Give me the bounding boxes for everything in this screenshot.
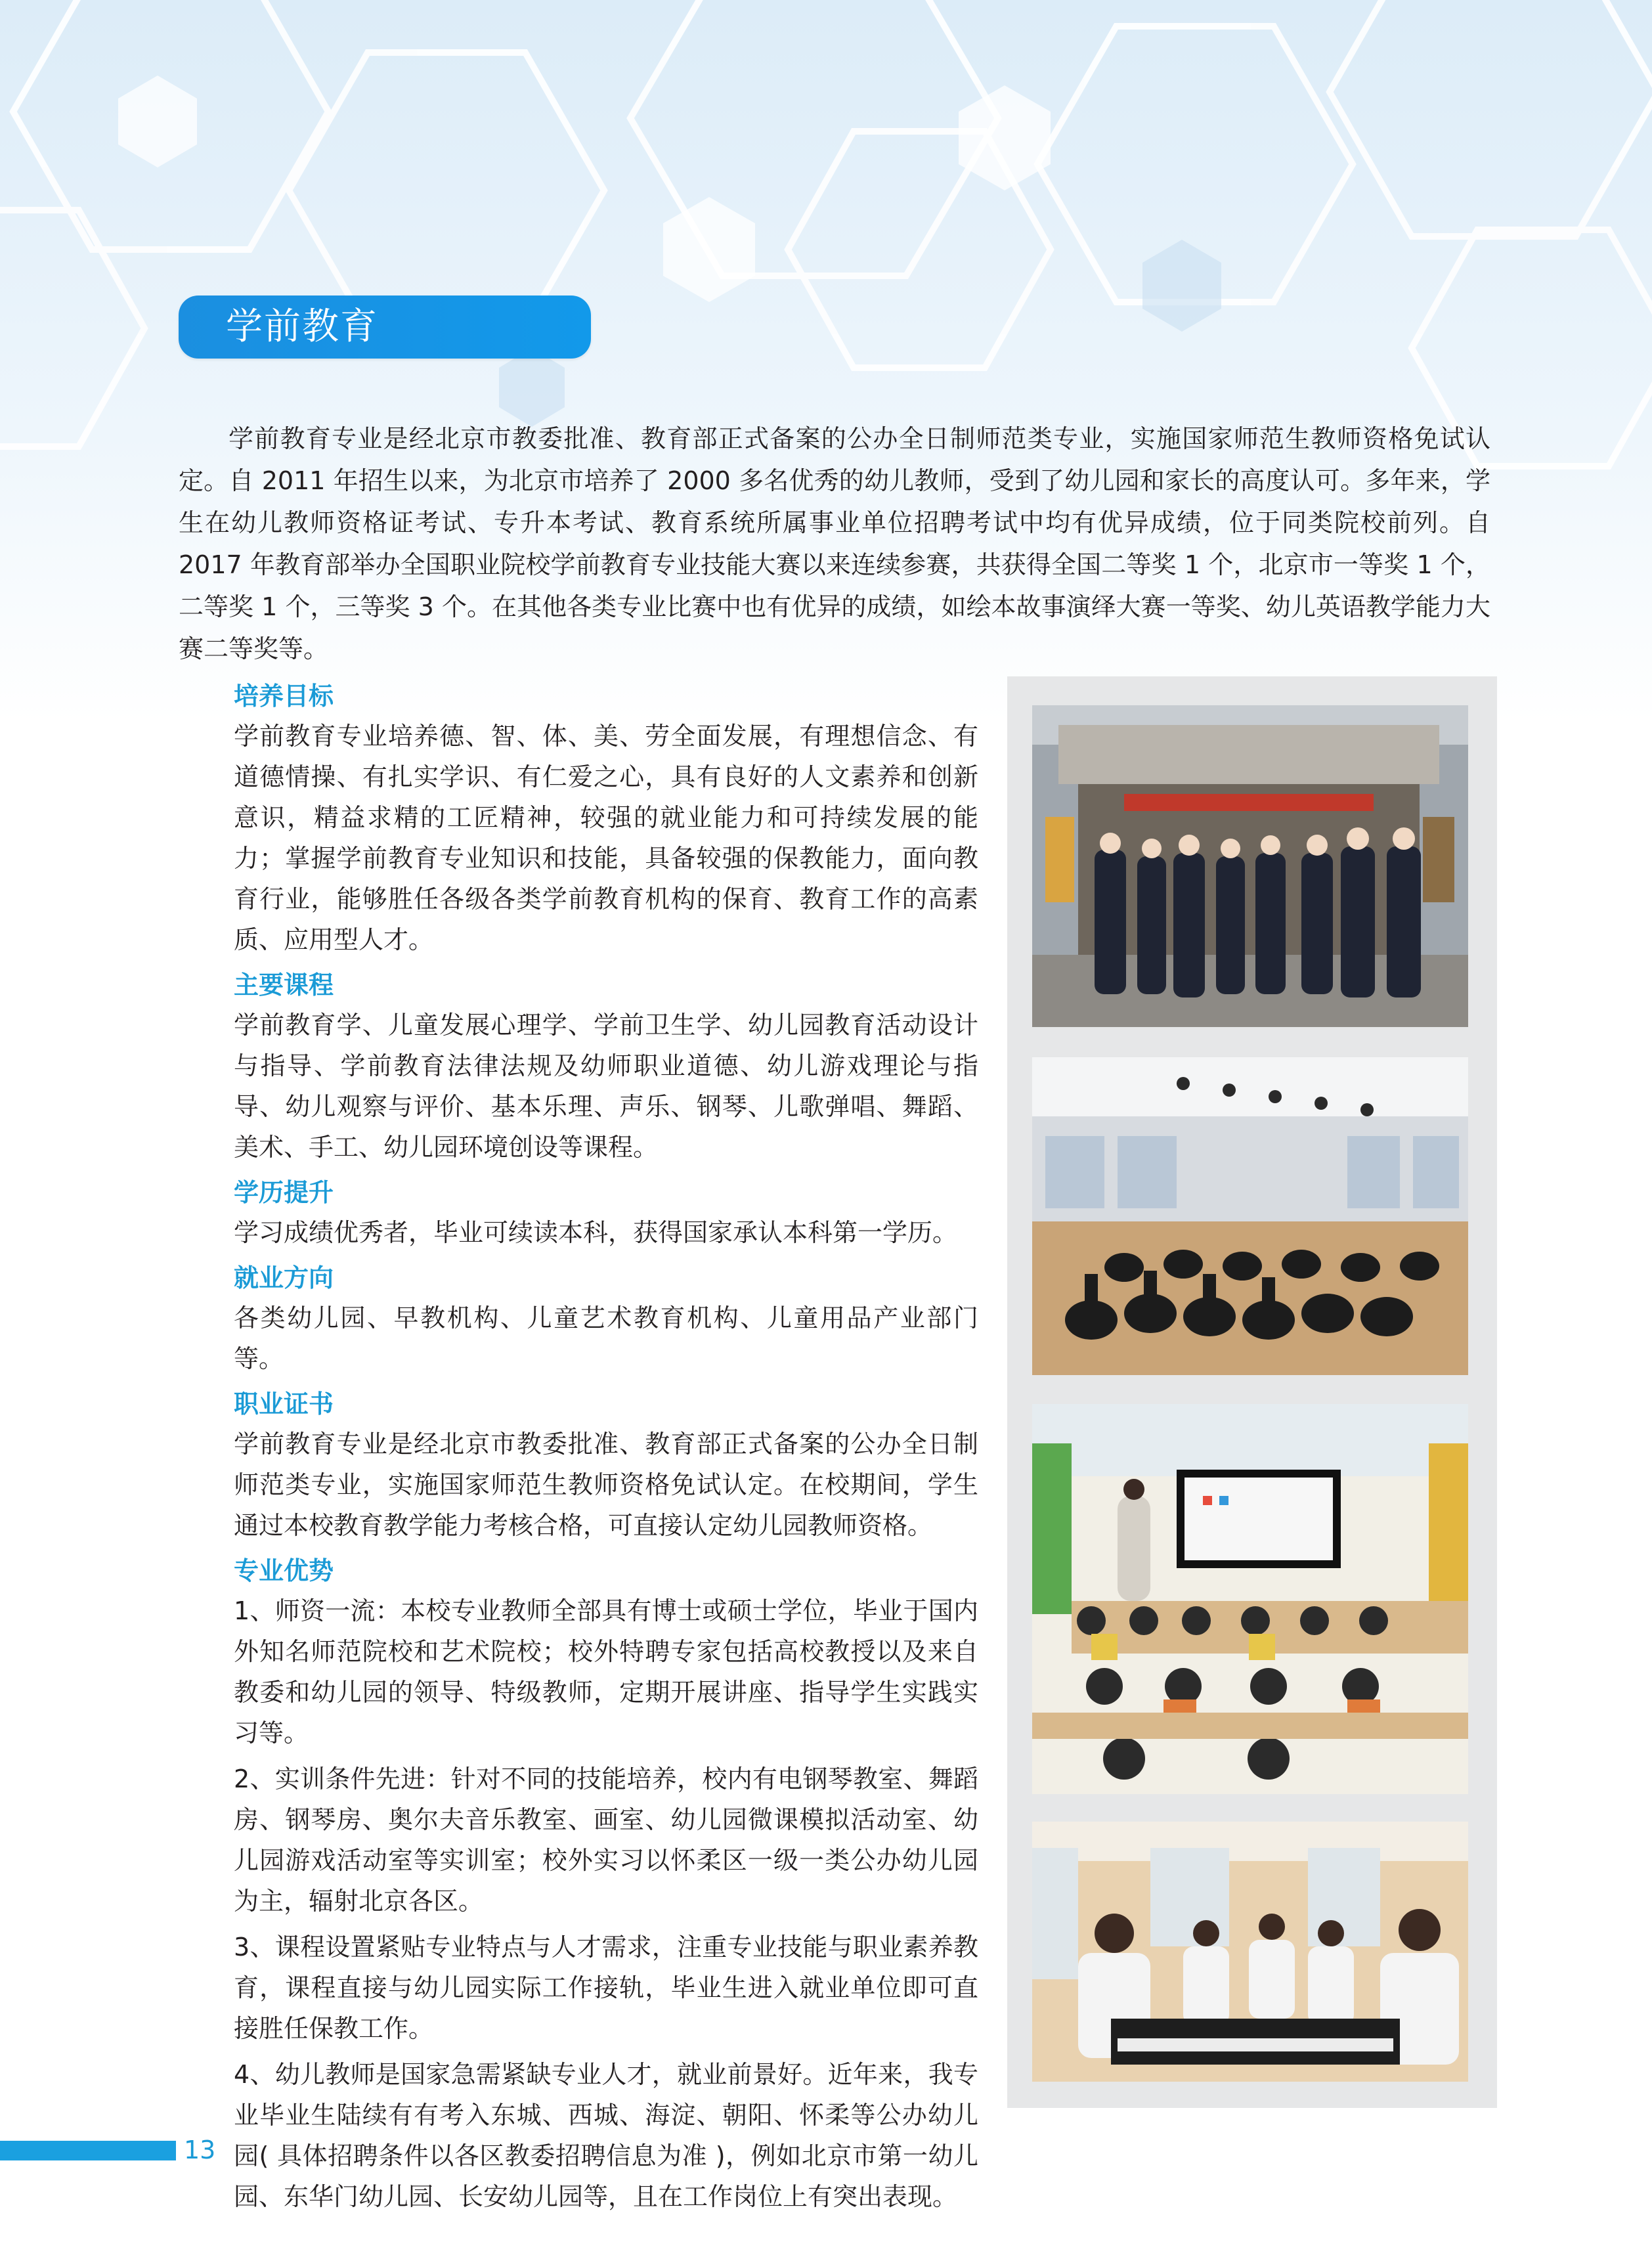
intro-paragraph: 学前教育专业是经北京市教委批准、教育部正式备案的公办全日制师范类专业，实施国家师范生教师资格免试认定。自 2011 年招生以来，为北京市培养了 2000 多名优秀的幼儿教师，受到了幼儿园和家长的高度认可。多年来，学生在幼儿教师资格证考试、专升本考试、教育系统所属事业单位招聘考试中均有优异成绩，位于同类院校前列。自 2017 年教育部举办全国职业院校学前教育专业技能大赛以来连续参赛，共获得全国二等奖 1 个，北京市一等奖 1 个，二等奖 1 个，三等奖 3 个。在其他各类专业比赛中也有优异的成绩，如绘本故事演绎大赛一等奖、幼儿英语教学能力大赛二等奖等。 xyxy=(179,424,1490,663)
page-number: 13 xyxy=(184,2136,216,2164)
heading-degree-upgrade: 学历提升 xyxy=(234,1178,334,1207)
photo-kindergarten-class xyxy=(1032,1404,1468,1794)
photo-group-building xyxy=(1032,705,1468,1027)
heading-advantages: 专业优势 xyxy=(234,1556,334,1585)
photo-dance-room xyxy=(1032,1057,1468,1375)
page-title: 学前教育 xyxy=(226,305,378,348)
advantage-item-2: 2、实训条件先进：针对不同的技能培养，校内有电钢琴教室、舞蹈房、钢琴房、奥尔夫音乐教室、画室、幼儿园微课模拟活动室、幼儿园游戏活动室等实训室；校外实习以怀柔区一级一类公办幼儿园为主，辐射北京各区。 xyxy=(234,1764,978,1916)
advantage-item-4: 4、幼儿教师是国家急需紧缺专业人才，就业前景好。近年来，我专业毕业生陆续有有考入东城、西城、海淀、朝阳、怀柔等公办幼儿园( 具体招聘条件以各区教委招聘信息为准 )，例如北京市第一幼儿园、东华门幼儿园、长安幼儿园等，且在工作岗位上有突出表现。 xyxy=(234,2060,978,2211)
main-courses-text: 学前教育学、儿童发展心理学、学前卫生学、幼儿园教育活动设计与指导、学前教育法律法规及幼师职业道德、幼儿游戏理论与指导、幼儿观察与评价、基本乐理、声乐、钢琴、儿歌弹唱、舞蹈、美术、手工、幼儿园环境创设等课程。 xyxy=(234,1011,978,1162)
footer-accent-bar xyxy=(0,2141,176,2160)
photo-piano-room xyxy=(1032,1822,1468,2082)
heading-certificate: 职业证书 xyxy=(234,1390,334,1418)
photo-panel xyxy=(1007,676,1497,2108)
degree-upgrade-text: 学习成绩优秀者，毕业可续读本科，获得国家承认本科第一学历。 xyxy=(234,1218,958,1247)
heading-training-goal: 培养目标 xyxy=(234,682,334,711)
training-goal-text: 学前教育专业培养德、智、体、美、劳全面发展，有理想信念、有道德情操、有扎实学识、有仁爱之心，具有良好的人文素养和创新意识，精益求精的工匠精神，较强的就业能力和可持续发展的能力；掌握学前教育专业知识和技能，具备较强的保教能力，面向教育行业，能够胜任各级各类学前教育机构的保育、教育工作的高素质、应用型人才。 xyxy=(234,722,978,954)
advantage-item-1: 1、师资一流：本校专业教师全部具有博士或硕士学位，毕业于国内外知名师范院校和艺术院校；校外特聘专家包括高校教授以及来自教委和幼儿园的领导、特级教师，定期开展讲座、指导学生实践实习等。 xyxy=(234,1596,978,1747)
advantage-item-3: 3、课程设置紧贴专业特点与人才需求，注重专业技能与职业素养教育，课程直接与幼儿园实际工作接轨，毕业生进入就业单位即可直接胜任保教工作。 xyxy=(234,1933,978,2043)
heading-main-courses: 主要课程 xyxy=(234,971,334,999)
section-title-banner xyxy=(179,296,591,359)
content-column xyxy=(234,676,978,2222)
employment-text: 各类幼儿园、早教机构、儿童艺术教育机构、儿童用品产业部门等。 xyxy=(234,1304,978,1373)
certificate-text: 学前教育专业是经北京市教委批准、教育部正式备案的公办全日制师范类专业，实施国家师范生教师资格免试认定。在校期间，学生通过本校教育教学能力考核合格，可直接认定幼儿园教师资格。 xyxy=(234,1430,978,1540)
heading-employment: 就业方向 xyxy=(234,1263,334,1292)
